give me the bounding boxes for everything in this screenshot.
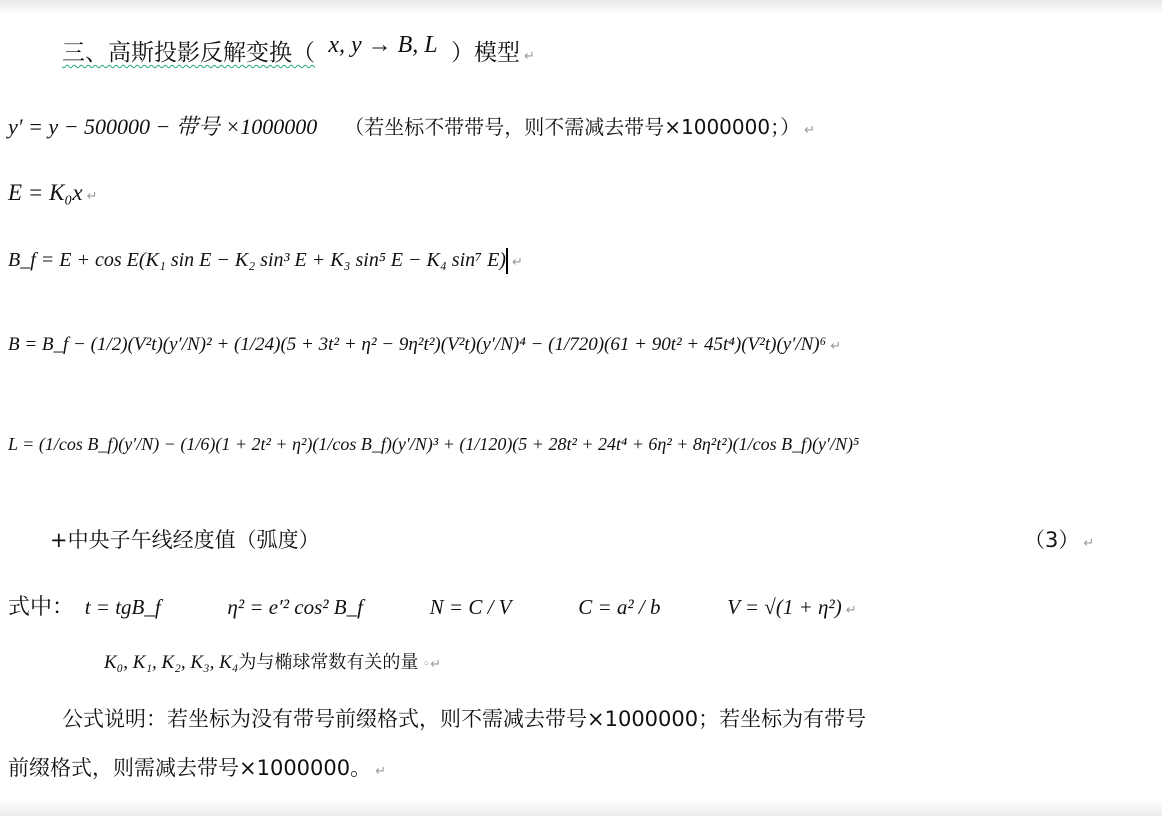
paragraph-mark-icon: ↵ <box>86 189 98 204</box>
def-C: C = a² / b <box>578 595 661 619</box>
explanation-text-1: 公式说明：若坐标为没有带号前缀格式，则不需减去带号×1000000；若坐标为有带号 <box>62 707 867 731</box>
formula-y-text: y′ = y − 500000 − 带号 ×1000000 <box>8 114 318 139</box>
def-eta: η² = e′² cos² B_f <box>227 595 363 619</box>
def-V: V = √(1 + η²) <box>727 595 842 619</box>
explanation-line-1 <box>62 703 866 733</box>
section-heading <box>62 34 535 67</box>
heading-close: ）模型 <box>450 40 520 66</box>
formula-E-text: E = K₀x <box>8 180 83 205</box>
constants-line <box>104 648 441 674</box>
equation-number <box>1024 524 1094 554</box>
meridian-text: +中央子午线经度值（弧度） <box>50 528 320 552</box>
text-cursor <box>506 248 508 274</box>
paragraph-mark-icon: ↵ <box>523 49 535 64</box>
meridian-line <box>50 524 320 554</box>
where-line <box>8 590 857 621</box>
formula-y-note: （若坐标不带带号，则不需减去带号×1000000；） <box>344 115 801 139</box>
paragraph-mark-icon: ↵ <box>375 764 387 779</box>
heading-math: x, y → B, L <box>328 32 438 58</box>
formula-B-text: B = B_f − (1/2)(V²t)(y′/N)² + (1/24)(5 + 3t² + η² − 9η²t²)(V²t)(y′/N)⁴ − (1/720)(61 + 90t² + 45t⁴)(V²t)(y′/N)⁶ <box>8 334 827 355</box>
paragraph-mark-icon: ↵ <box>830 339 842 354</box>
constants-symbols: K₀, K₁, K₂, K₃, K₄ <box>104 652 239 673</box>
formula-B <box>8 333 841 356</box>
explanation-line-2 <box>8 752 386 782</box>
top-shadow <box>0 0 1162 14</box>
explanation-text-2: 前缀格式，则需减去带号×1000000。 <box>8 756 372 780</box>
heading-label: 三、高斯投影反解变换（ <box>62 40 315 66</box>
equation-number-text: （3） <box>1024 528 1080 552</box>
formula-L <box>8 434 1158 455</box>
formula-Bf-text: B_f = E + cos E(K₁ sin E − K₂ sin³ E + K₃ sin⁵ E − K₄ sin⁷ E) <box>8 249 506 271</box>
paragraph-mark-icon: ↵ <box>1083 536 1095 551</box>
paragraph-mark-icon: ↵ <box>511 255 523 270</box>
def-t: t = tgB_f <box>84 595 161 619</box>
formula-Bf <box>8 247 523 274</box>
formula-E <box>8 180 98 206</box>
constants-text: 为与椭球常数有关的量 <box>238 652 419 673</box>
bottom-shadow <box>0 800 1162 816</box>
def-N: N = C / V <box>429 595 512 619</box>
formula-y-prime <box>8 110 815 141</box>
paragraph-mark-icon: ↵ <box>804 123 815 138</box>
paragraph-mark-icon: ↵ <box>845 603 857 618</box>
paragraph-mark-icon: ◦↵ <box>422 657 441 672</box>
formula-L-text: L = (1/cos B_f)(y′/N) − (1/6)(1 + 2t² + η²)(1/cos B_f)(y′/N)³ + (1/120)(5 + 28t² + 24t⁴ + 6η² + 8η²t²)(1/cos B_f)(y′/N)⁵ <box>8 434 860 454</box>
where-prefix: 式中： <box>8 595 75 620</box>
